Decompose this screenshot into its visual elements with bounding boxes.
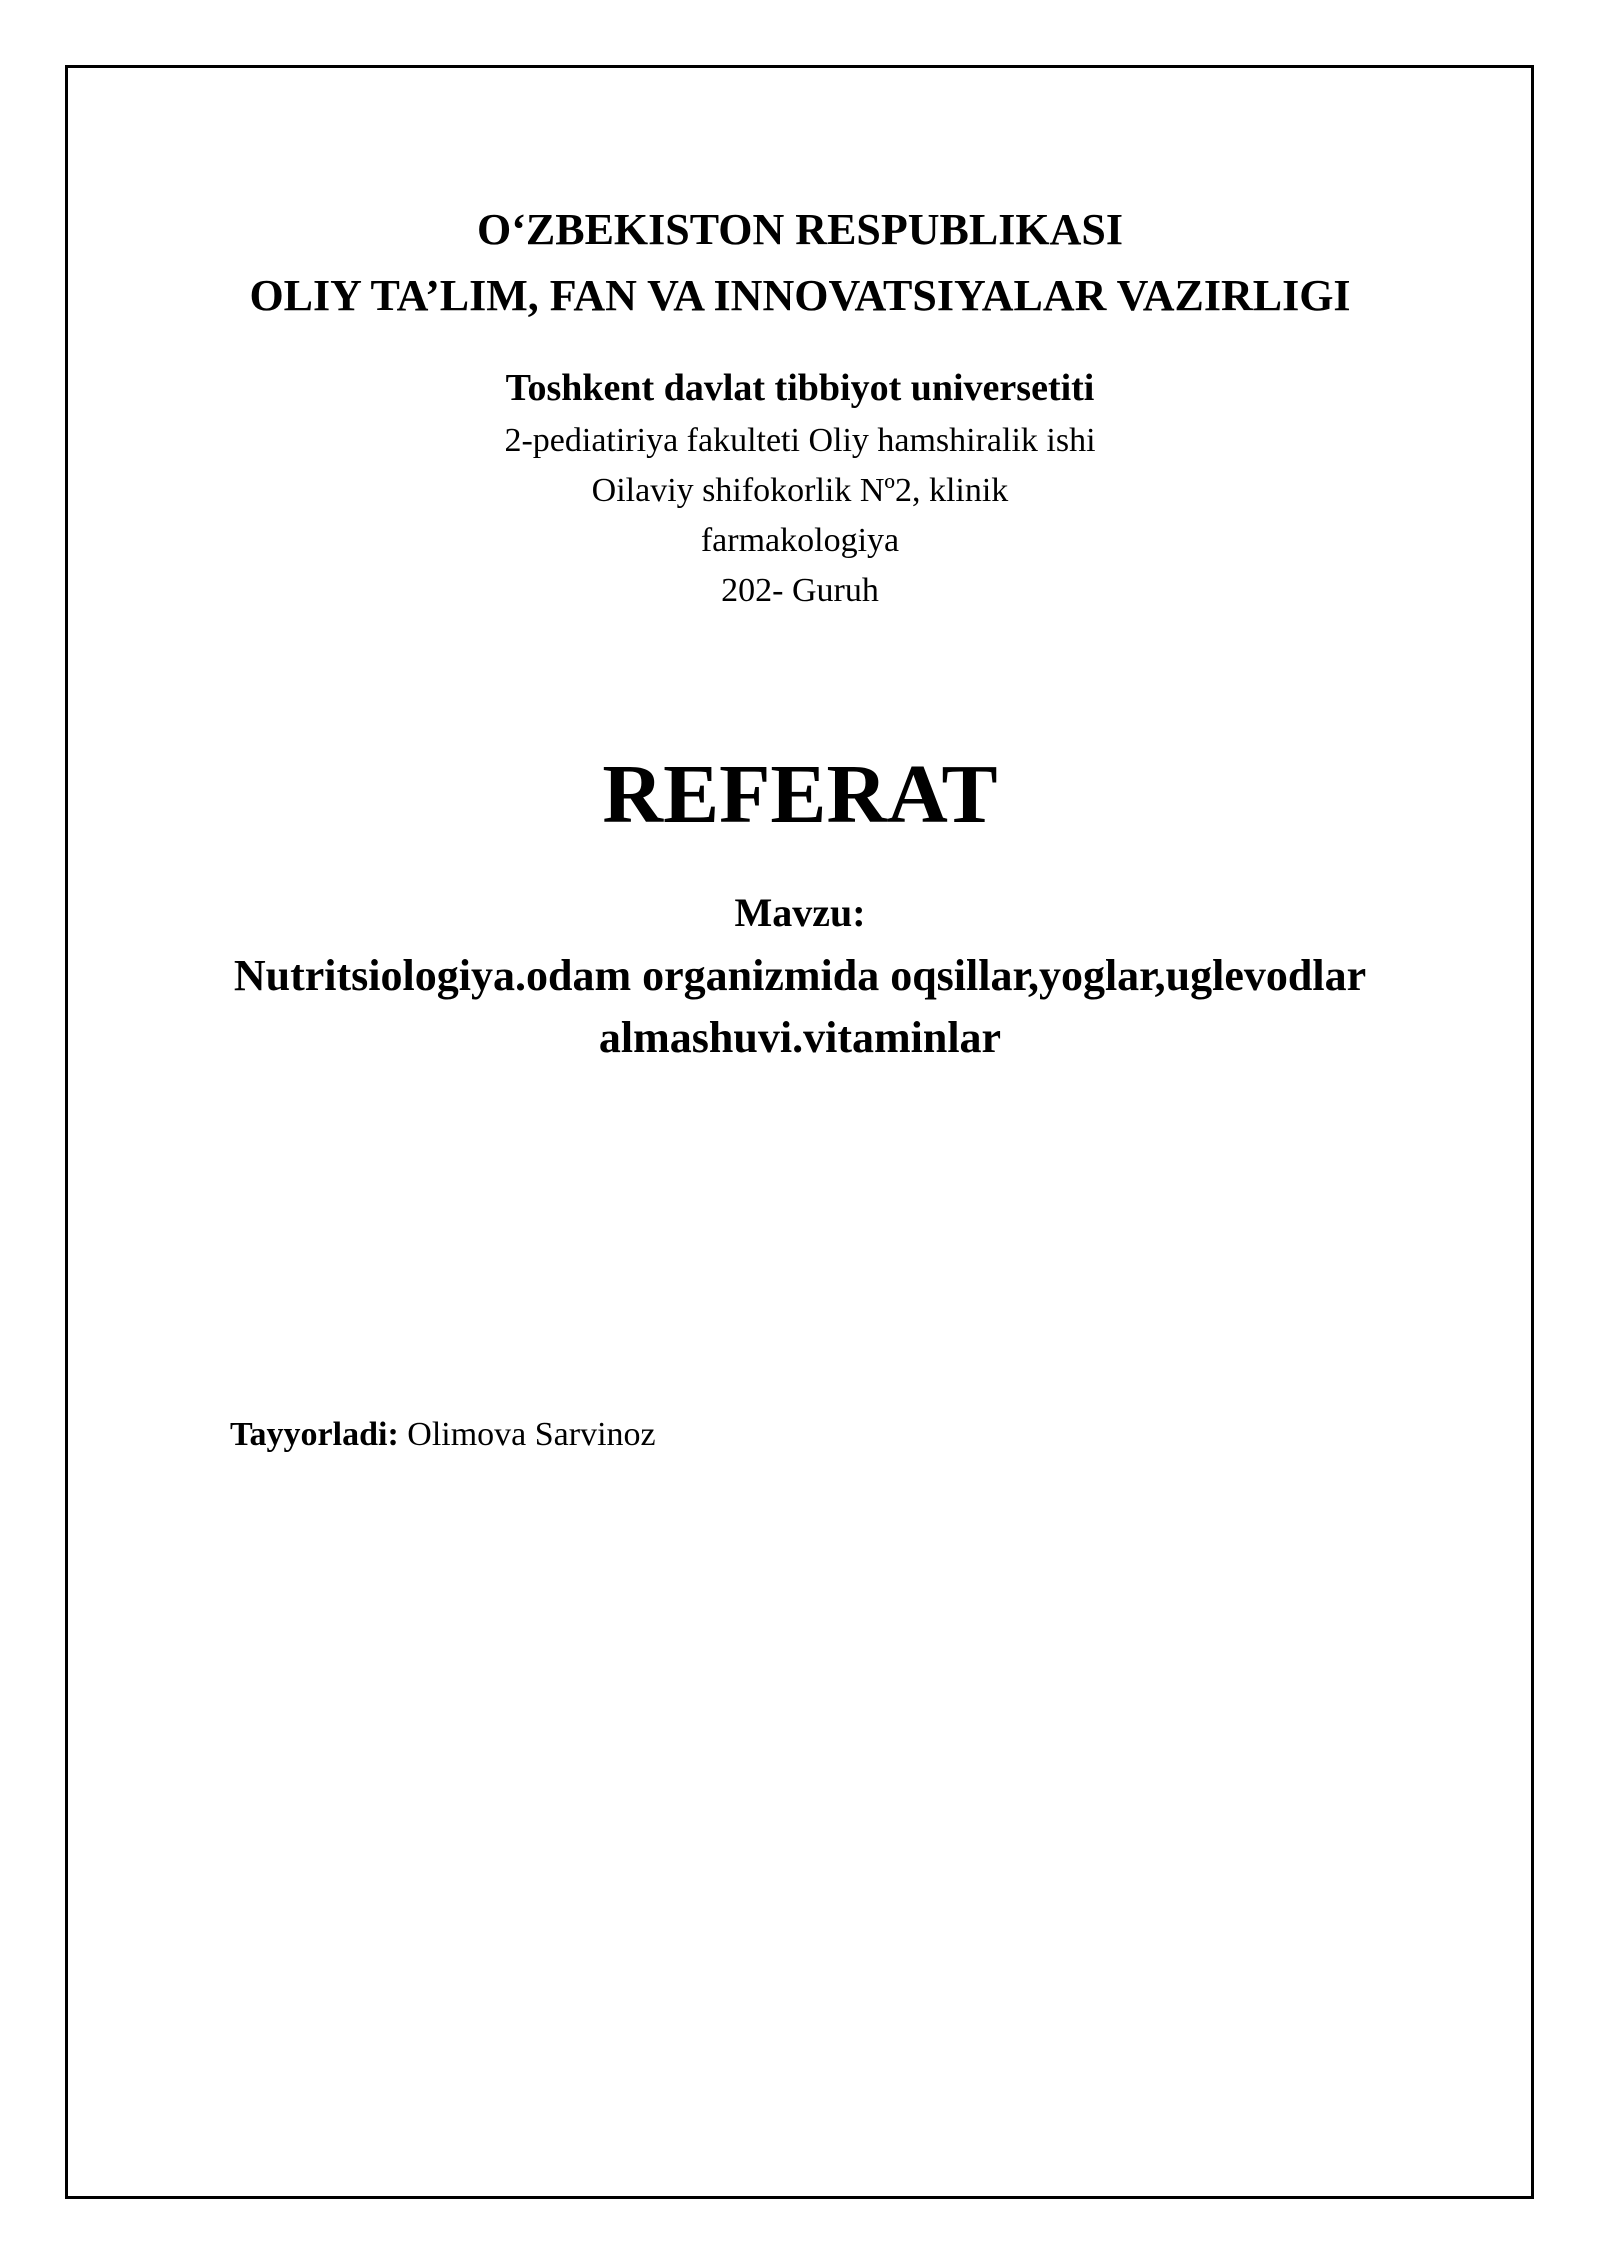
topic-title: Nutritsiologiya.odam organizmida oqsillar,yoglar,uglevodlar almashuvi.vitaminlar [233,951,1367,1062]
topic-label: Mavzu: [734,890,866,935]
author-line [230,1410,656,1460]
department-block [0,416,1600,616]
faculty-line: 2-pediatiriya fakulteti Oliy hamshiralik ishi [504,422,1096,459]
author-name: Olimova Sarvinoz [398,1416,656,1453]
author-label: Tayyorladi: [230,1416,399,1453]
university-name: Toshkent davlat tibbiyot universetiti [505,367,1095,409]
ministry-header [0,197,1600,329]
group-line: 202- Guruh [721,572,879,609]
ministry-title: OLIY TA’LIM, FAN VA INNOVATSIYALAR VAZIRLIGI [249,271,1351,320]
department-line-cont: farmakologiya [700,522,900,559]
document-type: REFERAT [602,748,998,841]
department-line: Oilaviy shifokorlik Nº2, klinik [591,472,1009,509]
country-title: O‘ZBEKISTON RESPUBLIKASI [477,205,1123,254]
